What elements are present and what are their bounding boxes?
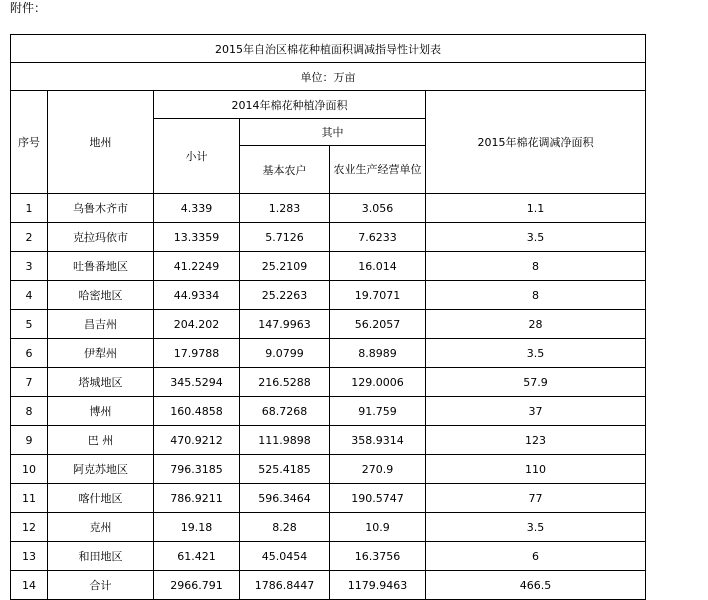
header-units: 农业生产经营单位: [330, 146, 426, 194]
cell-seq: 7: [11, 368, 48, 397]
cell-seq: 5: [11, 310, 48, 339]
cell-subtotal: 786.9211: [154, 484, 240, 513]
cell-subtotal: 44.9334: [154, 281, 240, 310]
header-area-2014: 2014年棉花种植净面积: [154, 91, 426, 119]
table-row: [11, 339, 646, 368]
cell-units: 91.759: [330, 397, 426, 426]
cell-region: 吐鲁番地区: [48, 252, 154, 281]
table-row: [11, 426, 646, 455]
cell-reduce: 57.9: [426, 368, 646, 397]
cotton-area-table: [10, 34, 646, 600]
cell-units: 56.2057: [330, 310, 426, 339]
cell-region: 克拉玛依市: [48, 223, 154, 252]
cell-reduce: 110: [426, 455, 646, 484]
cell-units: 190.5747: [330, 484, 426, 513]
cell-farmers: 25.2109: [240, 252, 330, 281]
cell-region: 巴 州: [48, 426, 154, 455]
table-row: [11, 368, 646, 397]
cell-seq: 6: [11, 339, 48, 368]
cell-subtotal: 2966.791: [154, 571, 240, 600]
cell-region: 合计: [48, 571, 154, 600]
cell-region: 塔城地区: [48, 368, 154, 397]
cell-farmers: 45.0454: [240, 542, 330, 571]
table-row: [11, 223, 646, 252]
cell-reduce: 3.5: [426, 513, 646, 542]
cell-region: 阿克苏地区: [48, 455, 154, 484]
cell-subtotal: 204.202: [154, 310, 240, 339]
cell-units: 10.9: [330, 513, 426, 542]
cell-region: 伊犁州: [48, 339, 154, 368]
cell-reduce: 8: [426, 252, 646, 281]
header-reduce-2015: 2015年棉花调减净面积: [426, 91, 646, 194]
cell-reduce: 123: [426, 426, 646, 455]
cell-farmers: 25.2263: [240, 281, 330, 310]
cell-units: 8.8989: [330, 339, 426, 368]
table-row: [11, 571, 646, 600]
cell-farmers: 1786.8447: [240, 571, 330, 600]
table-row: [11, 542, 646, 571]
header-subtotal: 小计: [154, 119, 240, 194]
cell-reduce: 6: [426, 542, 646, 571]
cell-seq: 2: [11, 223, 48, 252]
cell-farmers: 9.0799: [240, 339, 330, 368]
cell-reduce: 28: [426, 310, 646, 339]
header-seq: 序号: [11, 91, 48, 194]
cell-reduce: 37: [426, 397, 646, 426]
cell-units: 129.0006: [330, 368, 426, 397]
cell-farmers: 147.9963: [240, 310, 330, 339]
cell-units: 358.9314: [330, 426, 426, 455]
cell-seq: 14: [11, 571, 48, 600]
header-region: 地州: [48, 91, 154, 194]
cell-subtotal: 61.421: [154, 542, 240, 571]
cell-subtotal: 4.339: [154, 194, 240, 223]
unit-label: 单位：万亩: [11, 63, 646, 91]
cell-region: 乌鲁木齐市: [48, 194, 154, 223]
cell-subtotal: 470.9212: [154, 426, 240, 455]
cell-farmers: 216.5288: [240, 368, 330, 397]
cell-farmers: 8.28: [240, 513, 330, 542]
cell-units: 16.014: [330, 252, 426, 281]
cell-reduce: 77: [426, 484, 646, 513]
cell-farmers: 1.283: [240, 194, 330, 223]
cell-subtotal: 13.3359: [154, 223, 240, 252]
cell-region: 克州: [48, 513, 154, 542]
attachment-label: 附件：: [10, 1, 47, 15]
cell-farmers: 5.7126: [240, 223, 330, 252]
cell-seq: 10: [11, 455, 48, 484]
cell-subtotal: 345.5294: [154, 368, 240, 397]
cell-region: 和田地区: [48, 542, 154, 571]
table-row: [11, 281, 646, 310]
cell-subtotal: 160.4858: [154, 397, 240, 426]
cell-units: 270.9: [330, 455, 426, 484]
cell-reduce: 1.1: [426, 194, 646, 223]
header-among: 其中: [240, 119, 426, 146]
cell-subtotal: 796.3185: [154, 455, 240, 484]
cell-farmers: 596.3464: [240, 484, 330, 513]
cell-seq: 13: [11, 542, 48, 571]
cell-farmers: 111.9898: [240, 426, 330, 455]
cell-subtotal: 19.18: [154, 513, 240, 542]
table-row: [11, 252, 646, 281]
cell-units: 7.6233: [330, 223, 426, 252]
cell-region: 喀什地区: [48, 484, 154, 513]
table-row: [11, 194, 646, 223]
table-row: [11, 484, 646, 513]
cell-region: 昌吉州: [48, 310, 154, 339]
cell-region: 博州: [48, 397, 154, 426]
cell-seq: 9: [11, 426, 48, 455]
cell-units: 3.056: [330, 194, 426, 223]
cell-seq: 8: [11, 397, 48, 426]
cell-reduce: 3.5: [426, 339, 646, 368]
table-row: [11, 310, 646, 339]
cell-seq: 4: [11, 281, 48, 310]
cell-reduce: 8: [426, 281, 646, 310]
cell-subtotal: 41.2249: [154, 252, 240, 281]
cell-reduce: 3.5: [426, 223, 646, 252]
cell-seq: 11: [11, 484, 48, 513]
header-farmers: 基本农户: [240, 146, 330, 194]
cell-farmers: 68.7268: [240, 397, 330, 426]
cell-units: 19.7071: [330, 281, 426, 310]
table-row: [11, 455, 646, 484]
cell-seq: 12: [11, 513, 48, 542]
cell-seq: 1: [11, 194, 48, 223]
table-title: 2015年自治区棉花种植面积调减指导性计划表: [11, 35, 646, 63]
cell-subtotal: 17.9788: [154, 339, 240, 368]
table-row: [11, 397, 646, 426]
cell-farmers: 525.4185: [240, 455, 330, 484]
cell-region: 哈密地区: [48, 281, 154, 310]
cell-reduce: 466.5: [426, 571, 646, 600]
cell-units: 1179.9463: [330, 571, 426, 600]
table-row: [11, 513, 646, 542]
cell-units: 16.3756: [330, 542, 426, 571]
cell-seq: 3: [11, 252, 48, 281]
